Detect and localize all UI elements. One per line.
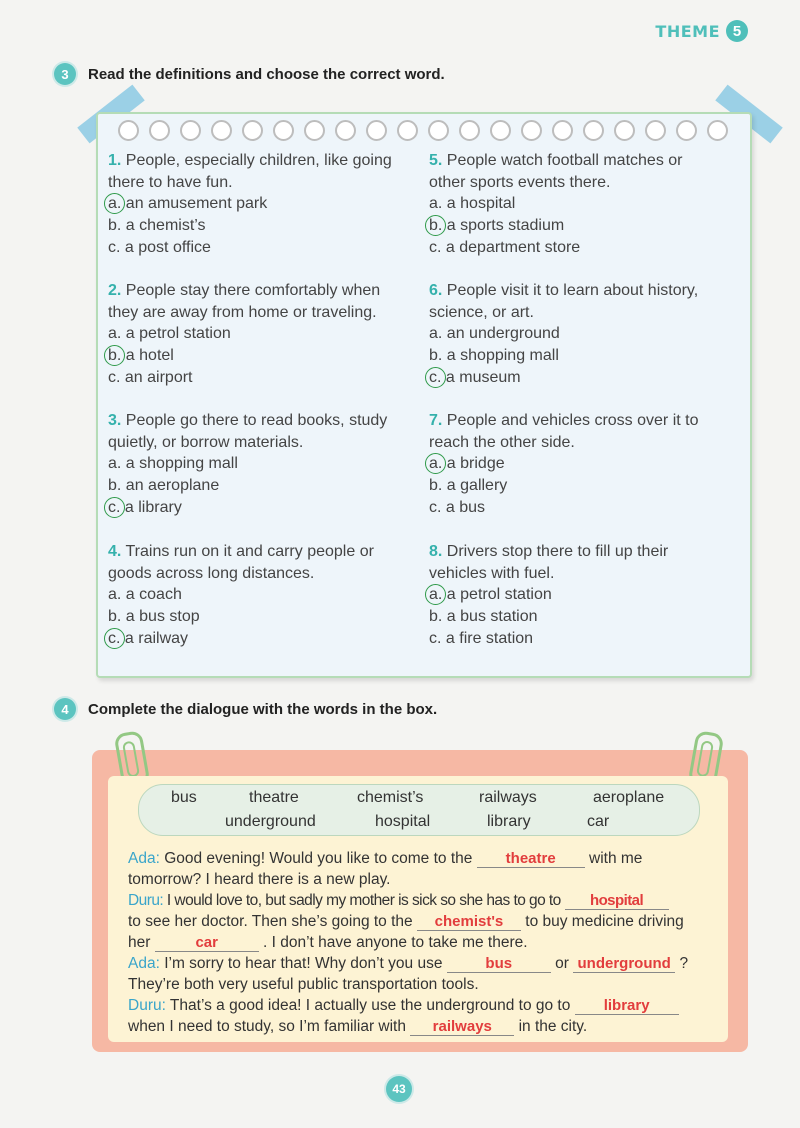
answer-blank[interactable]: underground: [573, 956, 675, 973]
option-a[interactable]: a. an amusement park: [108, 193, 408, 215]
page-number: 43: [386, 1076, 412, 1102]
option-b[interactable]: b. a chemist’s: [108, 217, 206, 235]
option-a[interactable]: a. a hospital: [429, 195, 516, 213]
word-item: theatre: [249, 789, 299, 806]
question-5: [429, 150, 729, 259]
question-number: 3.: [108, 412, 122, 429]
option-b[interactable]: b. a bus station: [429, 608, 538, 626]
question-2: [108, 280, 408, 389]
question-text: goods across long distances.: [108, 564, 315, 582]
question-text: vehicles with fuel.: [429, 564, 555, 582]
question-text: People and vehicles cross over it to: [446, 412, 699, 429]
option-a[interactable]: a. a petrol station: [108, 325, 231, 343]
option-a[interactable]: a. an underground: [429, 325, 560, 343]
question-number: 5.: [429, 152, 443, 169]
definitions-card: [96, 112, 752, 678]
option-b[interactable]: b. a hotel: [108, 345, 408, 367]
word-box: [138, 784, 700, 836]
question-number: 2.: [108, 282, 122, 299]
theme-number-badge: 5: [726, 20, 748, 42]
word-item: chemist’s: [357, 789, 424, 806]
theme-label: THEME: [655, 21, 720, 41]
section-4-heading: [54, 698, 437, 720]
answer-circle: [104, 497, 125, 518]
option-b[interactable]: b. an aeroplane: [108, 477, 220, 495]
question-text: Trains run on it and carry people or: [125, 543, 374, 560]
question-text: People visit it to learn about history,: [446, 282, 699, 299]
question-7: [429, 410, 729, 519]
answer-circle: [104, 345, 125, 366]
question-number: 1.: [108, 152, 122, 169]
dialogue-paper: [108, 776, 728, 1042]
option-a[interactable]: a. a coach: [108, 586, 182, 604]
question-4: [108, 541, 408, 650]
option-a[interactable]: a. a shopping mall: [108, 455, 238, 473]
answer-blank[interactable]: railways: [410, 1019, 514, 1036]
option-c[interactable]: c. a department store: [429, 238, 581, 256]
section-number-badge: 3: [54, 63, 76, 85]
option-b[interactable]: b. a sports stadium: [429, 215, 729, 237]
option-c[interactable]: c. a post office: [108, 238, 211, 256]
question-text: there to have fun.: [108, 173, 233, 191]
question-text: they are away from home or traveling.: [108, 303, 377, 321]
speaker-label: Ada:: [128, 850, 160, 867]
section-3-heading: [54, 63, 445, 85]
option-c[interactable]: c. an airport: [108, 368, 193, 386]
question-1: [108, 150, 408, 259]
question-number: 6.: [429, 282, 443, 299]
answer-blank[interactable]: hospital: [565, 893, 669, 910]
question-text: Drivers stop there to fill up their: [446, 543, 669, 560]
option-b[interactable]: b. a shopping mall: [429, 347, 559, 365]
question-text: quietly, or borrow materials.: [108, 433, 304, 451]
answer-blank[interactable]: theatre: [477, 851, 585, 868]
word-item: library: [487, 813, 531, 830]
word-item: bus: [171, 789, 197, 806]
option-a[interactable]: a. a bridge: [429, 453, 729, 475]
answer-blank[interactable]: chemist's: [417, 914, 521, 931]
word-item: underground: [225, 813, 316, 830]
speaker-label: Ada:: [128, 955, 160, 972]
question-text: People watch football matches or: [446, 152, 683, 169]
speaker-label: Duru:: [128, 997, 166, 1014]
option-c[interactable]: c. a library: [108, 497, 408, 519]
question-text: People, especially children, like going: [125, 152, 392, 169]
word-item: aeroplane: [593, 789, 665, 806]
dialogue-text: Ada: Good evening! Would you like to come to the theatre with me tomorrow? I heard there is a new play. Duru: I would love to, but sadly my mother is sick so she has to go to hospital to see her doctor. Then she’s going to the chemist's to buy medicine driving her car . I don’t have anyone to take me there. Ada: I’m sorry to hear that! Why don’t you use bus or underground ? They’re both very useful public transportation tools. Duru: That’s a good idea! I actually use the underground to go to library when I need to study, so I’m familiar with railways in the city.: [128, 850, 689, 1035]
answer-circle: [425, 453, 446, 474]
question-8: [429, 541, 729, 650]
answer-circle: [425, 367, 446, 388]
question-text: other sports events there.: [429, 173, 611, 191]
section-title: Read the definitions and choose the correct word.: [88, 65, 445, 83]
question-text: People go there to read books, study: [125, 412, 388, 429]
question-text: science, or art.: [429, 303, 534, 321]
question-text: reach the other side.: [429, 433, 575, 451]
question-text: People stay there comfortably when: [125, 282, 381, 299]
question-number: 4.: [108, 543, 122, 560]
binder-rings: [118, 120, 728, 141]
question-6: [429, 280, 729, 389]
speaker-label: Duru:: [128, 892, 164, 909]
option-c[interactable]: c. a bus: [429, 498, 486, 516]
section-number-badge: 4: [54, 698, 76, 720]
question-number: 8.: [429, 543, 443, 560]
answer-blank[interactable]: car: [155, 935, 259, 952]
option-a[interactable]: a. a petrol station: [429, 584, 729, 606]
dialogue-card: [92, 750, 748, 1052]
option-c[interactable]: c. a museum: [429, 367, 729, 389]
answer-blank[interactable]: library: [575, 998, 679, 1015]
theme-tag: [655, 20, 748, 42]
option-c[interactable]: c. a railway: [108, 628, 408, 650]
word-item: car: [587, 813, 610, 830]
answer-circle: [425, 584, 446, 605]
answer-circle: [104, 628, 125, 649]
word-item: railways: [479, 789, 537, 806]
question-number: 7.: [429, 412, 443, 429]
answer-circle: [104, 193, 125, 214]
option-b[interactable]: b. a bus stop: [108, 608, 200, 626]
answer-circle: [425, 215, 446, 236]
section-title: Complete the dialogue with the words in the box.: [88, 700, 438, 718]
option-c[interactable]: c. a fire station: [429, 629, 534, 647]
question-3: [108, 410, 408, 519]
option-b[interactable]: b. a gallery: [429, 477, 508, 495]
answer-blank[interactable]: bus: [447, 956, 551, 973]
word-item: hospital: [375, 813, 431, 830]
